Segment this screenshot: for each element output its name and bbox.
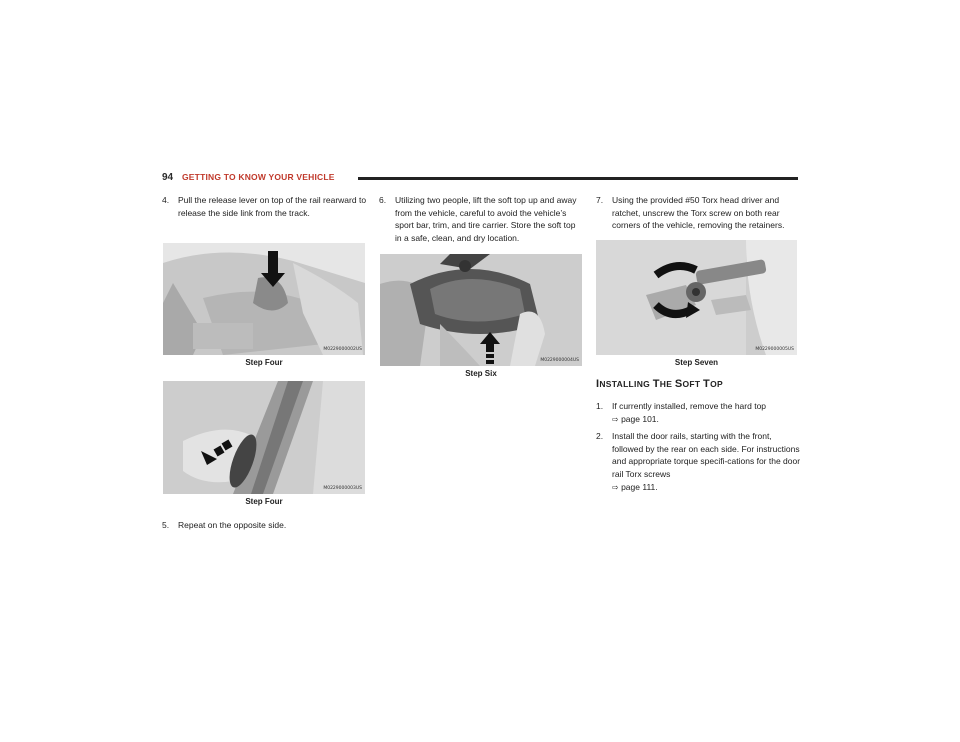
step-number: 6. bbox=[379, 195, 387, 205]
step-text: Using the provided #50 Torx head driver and ratchet, unscrew the Torx screw on both rear corners of the vehicle, removing the retainers. bbox=[612, 195, 785, 231]
section-heading-installing-soft-top: INSTALLING THE SOFT TOP bbox=[596, 378, 723, 390]
step-7 bbox=[596, 194, 801, 232]
column-2 bbox=[379, 194, 584, 244]
page-ref-link[interactable]: page 101. bbox=[621, 413, 659, 424]
step-text: Utilizing two people, lift the soft top up and away from the vehicle, careful to avoid the vehicle’s sport bar, trim, and tire carrier. Store the soft top in a safe, clean, and dry location. bbox=[395, 195, 577, 243]
page-ref-link[interactable]: page 111. bbox=[621, 481, 658, 492]
figure-step-seven bbox=[596, 240, 797, 355]
column-3 bbox=[596, 194, 801, 232]
install-item-1 bbox=[596, 400, 801, 426]
step-5 bbox=[162, 519, 367, 532]
illustration-soft-top-release-lever bbox=[163, 243, 365, 355]
figure-code: M0229000005US bbox=[755, 347, 794, 352]
illustration-lifting-soft-top bbox=[380, 254, 582, 366]
page-header bbox=[162, 172, 798, 186]
step-4 bbox=[162, 194, 367, 219]
step-text: Repeat on the opposite side. bbox=[178, 520, 287, 530]
illustration-torx-screw-removal bbox=[596, 240, 797, 355]
figure-caption: Step Four bbox=[245, 497, 283, 506]
install-steps bbox=[596, 400, 801, 494]
step-text: If currently installed, remove the hard top bbox=[612, 401, 767, 411]
figure-code: M0229000002US bbox=[323, 347, 362, 352]
page-number: 94 bbox=[162, 172, 174, 183]
figure-step-four-a bbox=[163, 243, 365, 355]
figure-code: M0229000004US bbox=[540, 358, 579, 363]
page-ref-icon: ⇨ bbox=[612, 414, 619, 424]
figure-caption: Step Four bbox=[245, 358, 283, 367]
figure-step-four-b bbox=[163, 381, 365, 494]
column-1-bottom bbox=[162, 519, 367, 532]
step-6 bbox=[379, 194, 584, 244]
figure-step-six bbox=[380, 254, 582, 366]
step-number: 4. bbox=[162, 195, 170, 205]
step-number: 7. bbox=[596, 195, 604, 205]
step-text: Pull the release lever on top of the rail rearward to release the side link from the track. bbox=[178, 195, 367, 218]
page-ref-icon: ⇨ bbox=[612, 482, 619, 492]
column-1 bbox=[162, 194, 367, 219]
section-title: GETTING TO KNOW YOUR VEHICLE bbox=[182, 172, 335, 182]
illustration-side-link-track bbox=[163, 381, 365, 494]
figure-code: M0229000003US bbox=[323, 486, 362, 491]
step-text: Install the door rails, starting with the front, followed by the rear on each side. For instructions and appropriate torque specifi-cations for the door rail Torx screws bbox=[612, 431, 801, 479]
install-item-2 bbox=[596, 430, 801, 494]
step-number: 2. bbox=[596, 431, 604, 442]
figure-caption: Step Seven bbox=[674, 358, 719, 367]
step-number: 5. bbox=[162, 520, 170, 530]
step-number: 1. bbox=[596, 401, 604, 411]
figure-caption: Step Six bbox=[465, 369, 497, 378]
header-rule bbox=[358, 177, 798, 180]
